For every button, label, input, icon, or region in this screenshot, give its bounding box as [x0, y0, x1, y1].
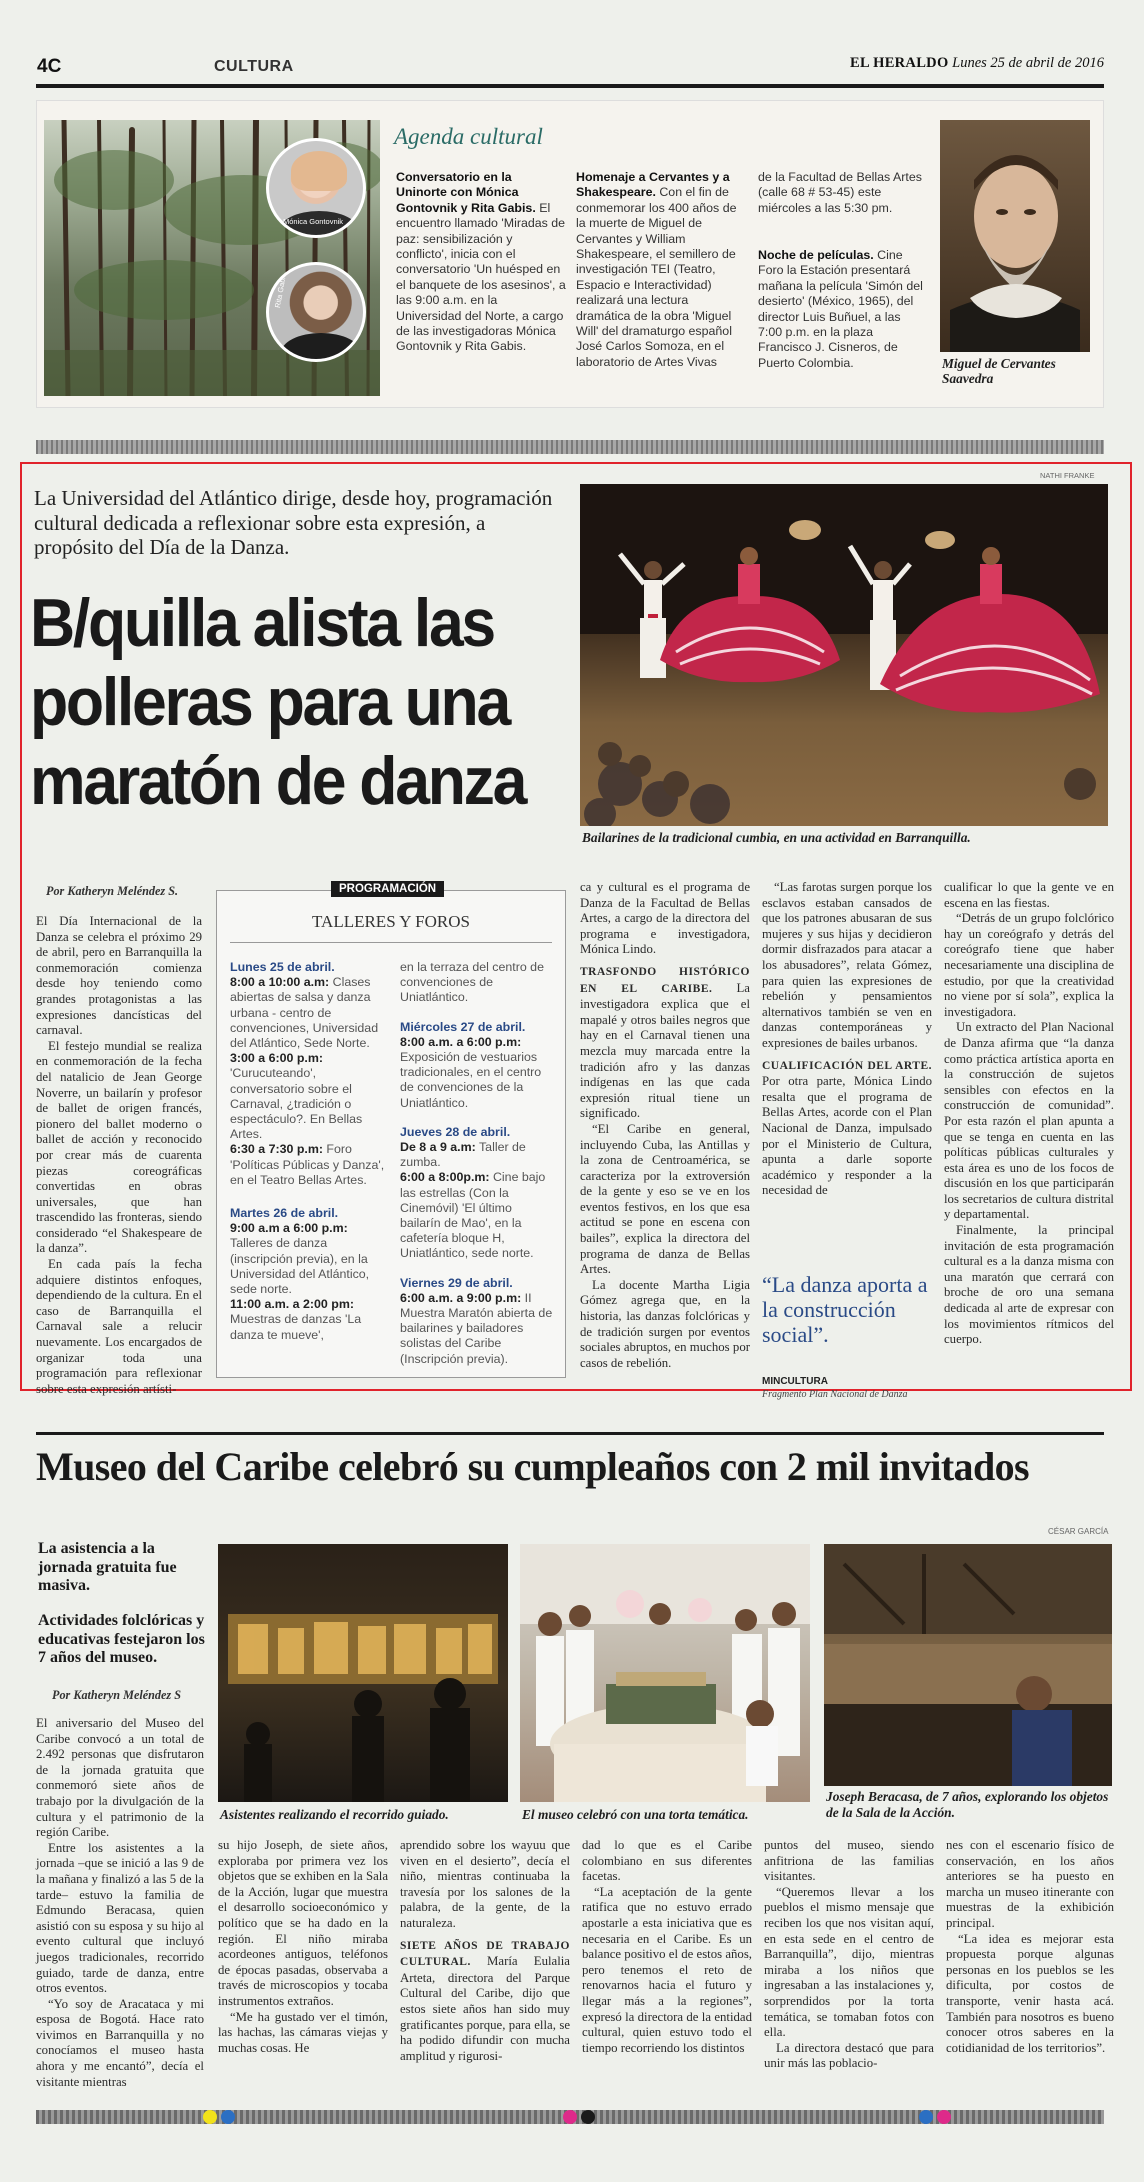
masthead-date	[850, 55, 1104, 72]
section-name: CULTURA	[214, 58, 294, 75]
museum-cake-caption: El museo celebró con una torta temática.	[522, 1807, 749, 1822]
story1-paragraph: En cada país la fecha adquiere distintos enfoques, dependiendo de la cultura. En el caso de Barranquilla el Carnaval sale a relucir nuevamente. Los encargados de organizar toda una programación para reflexionar sobre esta expresión artísti-	[36, 1257, 202, 1396]
agenda-item-1-body: El encuentro llamado 'Miradas de paz: sensibilización y conflicto', inicia con el conversatorio 'Un huésped en el banquete de los asesinos', a las 9:00 a.m. en la Universidad del Norte, a cargo de las investigadoras Mónica Gontovnik y Rita Gabis.	[396, 200, 566, 354]
paper-name: EL HERALDO	[850, 55, 949, 71]
story2-col2	[218, 1838, 388, 2056]
agenda-item-2-cont-text: de la Facultad de Bellas Artes (calle 68 # 53-45) este miércoles a las 5:30 pm.	[758, 170, 922, 215]
issue-date: Lunes 25 de abril de 2016	[952, 55, 1104, 71]
portrait-gabis	[266, 262, 366, 362]
registration-dot	[581, 2110, 595, 2124]
story2-photo-credit: CÉSAR GARCÍA	[1048, 1527, 1109, 1536]
prog-day: Miércoles 27 de abril.	[400, 1019, 526, 1034]
prog-lead: en la terraza del centro de convenciones de Uniatlántico.	[400, 960, 544, 1005]
story1-paragraph: ca y cultural es el programa de Danza de la Facultad de Bellas Artes, a cargo de la directora del programa e investigadora, Mónica Lindo.	[580, 880, 750, 957]
story2-paragraph: su hijo Joseph, de siete años, exploraba por primera vez los objetos que se exhiben en la Sala de la Acción, lugar que muestra el desarrollo socioeconómico y político que se ha dado en la región. El niño miraba acordeones antiguos, teléfonos de épocas pasadas, observaba a través de microscopios y tocaba instrumentos extraños.	[218, 1838, 388, 2008]
agenda-item-3	[758, 248, 926, 371]
story1-paragraph: “Detrás de un grupo folclórico hay un coreógrafo y detrás del coreógrafo tiene que haber necesariamente una disciplina de estudio, por que la creatividad no viene por sí sola”, explica la investigadora.	[944, 911, 1114, 1019]
story2-col6	[946, 1838, 1114, 2056]
cervantes-caption: Miguel de Cervantes Saavedra	[942, 356, 1056, 386]
cervantes-portrait	[940, 120, 1090, 352]
portrait-tag-2: Rita Gabis	[273, 272, 288, 309]
prog-day: Martes 26 de abril.	[230, 1206, 339, 1221]
story2-headline: Museo del Caribe celebró su cumpleaños con 2 mil invitados	[36, 1444, 1029, 1489]
story1-paragraph: Un extracto del Plan Nacional de Danza afirma que “la danza como práctica artística aporta en la construcción de sujetos sensibles con efectos en la construcción de comunidad”. Por esta razón el plan apunta a que se tenga en cuenta en las políticas públicas culturales y esta área es uno de los focos de discusión en los que participarán los secretarios de cultura distrital y departamental.	[944, 1020, 1114, 1222]
story2-paragraph: “Yo soy de Aracataca y mi esposa de Bogotá. Hace rato vivimos en Barranquilla y no conocíamos el museo hasta ahora y me encantó”, decía el visitante mientras	[36, 1996, 204, 2089]
prog-item: De 8 a 9 a.m: Taller de zumba.	[400, 1140, 526, 1170]
agenda-item-3-body: Cine Foro la Estación presentará mañana la película 'Simón del desierto' (México, 1965), del director Luis Buñuel, a las 7:00 p.m. en la plaza Francisco J. Cisneros, de Puerto Colombia.	[758, 248, 923, 370]
museum-boy-caption: Joseph Beracasa, de 7 años, explorando los objetos de la Sala de la Acción.	[826, 1789, 1109, 1820]
museum-tour-caption: Asistentes realizando el recorrido guiado.	[220, 1807, 449, 1822]
story2-deck1: La asistencia a la jornada gratuita fue masiva.	[38, 1540, 177, 1594]
story1-kicker: La Universidad del Atlántico dirige, desde hoy, programación cultural dedicada a reflexionar sobre esta expresión, a propósito del Día de la Danza.	[34, 486, 553, 559]
prog-item: 8:00 a.m. a 6:00 p.m: Exposición de vestuarios tradicionales, en el centro de convenciones de la Uniatlántico.	[400, 1034, 542, 1110]
registration-dot	[919, 2110, 933, 2124]
agenda-title: Agenda cultural	[394, 124, 543, 149]
story2-col4	[582, 1838, 752, 2056]
prog-item: 8:00 a 10:00 a.m: Clases abiertas de salsa y danza urbana - centro de convenciones, Universidad del Atlántico, Sede Norte.	[230, 975, 379, 1051]
story2-paragraph: SIETE AÑOS DE TRABAJO CULTURAL. María Eulalia Arteta, directora del Parque Cultural del Caribe, dijo que estos siete años han sido muy gratificantes porque, para ella, se ha podido difundir con mucha amplitud y rigurosi-	[400, 1939, 570, 2063]
programacion-title: TALLERES Y FOROS	[312, 912, 470, 931]
story1-paragraph: cualificar lo que la gente ve en escena en las fiestas.	[944, 880, 1114, 910]
agenda-item-1-title: Conversatorio en la Uninorte con Mónica Gontovnik y Rita Gabis.	[396, 170, 536, 215]
prog-item: 6:30 a 7:30 p.m: Foro 'Políticas Públicas y Danza', en el Teatro Bellas Artes.	[230, 1142, 385, 1187]
museum-cake-photo	[520, 1544, 810, 1802]
story2-top-rule	[36, 1432, 1104, 1435]
story1-col3	[580, 880, 750, 1371]
story1-col4	[762, 880, 932, 1199]
story1-paragraph: El Día Internacional de la Danza se celebra el próximo 29 de abril, pero en Barranquilla la conmemoración comienza desde hoy teniendo como grandes protagonistas a las expresiones dancísticas del carnaval.	[36, 914, 202, 1038]
subhead-siete-anos: SIETE AÑOS DE TRABAJO CULTURAL.	[400, 1939, 570, 1969]
programacion-title-rule	[230, 942, 552, 943]
registration-dot	[203, 2110, 217, 2124]
story1-col5	[944, 880, 1114, 1348]
prog-day: Viernes 29 de abril.	[400, 1275, 513, 1290]
prog-item: 3:00 a 6:00 p.m: 'Curucuteando', conversatorio sobre el Carnaval, ¿tradición o espectáculo?. En Bellas Artes.	[230, 1051, 363, 1142]
story1-headline: B/quilla alista las polleras para una maratón de danza	[30, 585, 526, 819]
story2-deck2: Actividades folclóricas y educativas festejaron los 7 años del museo.	[38, 1612, 205, 1666]
story2-col5	[764, 1838, 934, 2072]
story1-byline: Por Katheryn Meléndez S.	[46, 884, 179, 898]
story1-paragraph: TRASFONDO HISTÓRICO EN EL CARIBE. La investigadora explica que el mapalé y otros bailes negros que hay en el Carnaval tienen una mezcla muy marcada entre la tradición afro y las danzas indígenas en las que cada expresión ritual tiene un significado.	[580, 965, 750, 1121]
agenda-item-3-title: Noche de películas.	[758, 248, 874, 262]
story1-paragraph: “Las farotas surgen porque los esclavos estaban cansados de que los patrones abusaran de sus mujeres y sus hijas y decidieron dormir disfrazados para atacar a los abusadores”, relata Gómez, para quien las expresiones de rebelión y pensamientos alternativos también se ven en danzas contemporáneas y expresiones de bailes urbanos.	[762, 880, 932, 1050]
prog-item: 6:00 a.m. a 9:00 p.m: II Muestra Maratón abierta de bailarines y bailadores solistas del Caribe (Inscripción previa).	[400, 1290, 553, 1366]
story2-paragraph: aprendido sobre los wayuu que viven en el desierto”, decía el niño, mientras continuaba la travesía por los salones de la palabra, de la gente, de la naturaleza.	[400, 1838, 570, 1930]
story1-paragraph: Finalmente, la principal invitación de esta programación cultural es a la danza misma con una maratón que cerrará con broche de oro una semana dedicada al arte de expresar con los movimientos rítmicos del cuerpo.	[944, 1223, 1114, 1347]
story2-paragraph: Entre los asistentes a la jornada –que se inició a las 9 de la mañana y finalizó a las 5 de la tarde– estuvo la familia de Edmundo Beracasa, quien asistió con su esposa y su hijo al evento cultural que incluyó juegos tradicionales, recorrido guiado, tarde de danza, entre otros eventos.	[36, 1840, 204, 1996]
agenda-item-1	[396, 170, 566, 355]
subhead-trasfondo: TRASFONDO HISTÓRICO EN EL CARIBE.	[580, 965, 750, 995]
forest-photo	[44, 120, 380, 396]
story1-paragraph: CUALIFICACIÓN DEL ARTE. Por otra parte, Mónica Lindo resalta que el programa de Bellas Artes, acorde con el Plan Nacional de Danza, impulsado por el Ministerio de Cultura, apunta a darle soporte académico y responder a la necesidad de	[762, 1059, 932, 1198]
pull-quote: “La danza aporta a la construcción social”.	[762, 1272, 928, 1347]
prog-day-block	[230, 960, 388, 1188]
pull-quote-source: MINCULTURA	[762, 1376, 828, 1387]
prog-day-block	[230, 1206, 388, 1343]
prog-day: Lunes 25 de abril.	[230, 960, 335, 974]
story1-photo-credit: NATHI FRANKE	[1040, 471, 1095, 480]
registration-dot	[563, 2110, 577, 2124]
subhead-cualificacion: CUALIFICACIÓN DEL ARTE.	[762, 1059, 932, 1072]
story2-paragraph: dad lo que es el Caribe colombiano en sus diferentes facetas.	[582, 1838, 752, 1884]
portrait-tag-1: Mónica Gontovnik	[283, 217, 344, 226]
dance-photo-caption: Bailarines de la tradicional cumbia, en una actividad en Barranquilla.	[582, 830, 971, 845]
registration-dot	[221, 2110, 235, 2124]
agenda-item-2	[576, 170, 746, 370]
story2-paragraph: nes con el escenario físico de conservación, en los años anteriores se ha puesto en marcha un museo itinerante con muestras de la exhibición principal.	[946, 1838, 1114, 1930]
story2-paragraph: “Queremos llevar a los pueblos el mismo mensaje que reciben los que nos visitan aquí, en esta sede en el centro de Barranquilla”, dijo, mientras miraba a los niños que ingresaban a las instalaciones y, sorprendidos por la torta temática, se tomaban fotos con ella.	[764, 1884, 934, 2040]
museum-boy-photo	[824, 1544, 1112, 1786]
prog-day: Jueves 28 de abril.	[400, 1124, 511, 1139]
story1-paragraph: La docente Martha Ligia Gómez agrega que, en la historia, las danzas folclóricas y de tradición surgen por eventos sociales abruptos, en muchos por casos de rebelión.	[580, 1277, 750, 1370]
agenda-item-2-cont	[758, 170, 926, 216]
museum-tour-photo	[218, 1544, 508, 1802]
story1-paragraph: El festejo mundial se realiza en conmemoración de la fecha del natalicio de Jean George Noverre, un bailarín y profesor de ballet de origen francés, pionero del ballet moderno o ballet de acción y reconocido por crear más de cuarenta piezas coreográficas convertidas en obras universales, que han trascendido las fronteras, siendo considerado “el Shakespeare de la danza”.	[36, 1038, 202, 1256]
prog-item: 6:00 a 8:00p.m: Cine bajo las estrellas (Con la Cinemóvil) 'El último bailarín de Mao', en la cafetería bloque H, Uniatlántico, sede norte.	[400, 1170, 546, 1261]
story2-paragraph: “La idea es mejorar esta propuesta porque algunas personas en los pueblos se les dificulta, por costos de transporte, venir hasta acá. También para nosotros es bueno conocer otros saberes en la cotidianidad de los territorios”.	[946, 1931, 1114, 2055]
pull-quote-ref: Fragmento Plan Nacional de Danza	[762, 1389, 908, 1400]
story2-paragraph: La directora destacó que para unir más las poblacio-	[764, 2040, 934, 2071]
agenda-item-2-title: Homenaje a Cervantes y a Shakespeare.	[576, 170, 730, 200]
story2-paragraph: “Me ha gustado ver el timón, las hachas, las cámaras viejas y muchas cosas. He	[218, 2009, 388, 2055]
portrait-gontovnik	[266, 138, 366, 238]
section-divider	[36, 440, 1104, 454]
story2-col3	[400, 1838, 570, 2064]
dance-photo	[580, 484, 1108, 826]
prog-item: 11:00 a.m. a 2:00 pm: Muestras de danzas 'La danza te mueve',	[230, 1297, 362, 1342]
prog-item: 9:00 a.m a 6:00 p.m: Talleres de danza (inscripción previa), en la Universidad del Atlántico, sede norte.	[230, 1221, 370, 1297]
header-rule	[36, 84, 1104, 88]
programacion-label: PROGRAMACIÓN	[331, 881, 444, 897]
story2-paragraph: puntos del museo, siendo anfitriona de las familias visitantes.	[764, 1838, 934, 1884]
page-number: 4C	[37, 56, 62, 77]
registration-dot	[937, 2110, 951, 2124]
story2-paragraph: El aniversario del Museo del Caribe convocó a un total de 2.492 personas que disfrutaron de la jornada gratuita que conmemoró siete años de trabajo por la divulgación de la cultura y el patrimonio de la región Caribe.	[36, 1716, 204, 1840]
story2-paragraph: “La aceptación de la gente ratifica que no estuvo errado apostarle a esta iniciativa que es necesaria en el Caribe. Es un balance positivo el de estos años, pero tenemos el reto de renovarnos hacia el futuro y llegar más a la regiones”, expresó la directora de la entidad cultural, quien estuvo todo el tiempo recorriendo los distintos	[582, 1884, 752, 2055]
programacion-left-col	[230, 960, 388, 1343]
story2-byline: Por Katheryn Meléndez S	[52, 1688, 181, 1702]
agenda-item-2-body: Con el fin de conmemorar los 400 años de la muerte de Miguel de Cervantes y William Shakespeare, el semillero de investigación TEI (Teatro, Espacio e Interactividad) realizará una lectura dramática de la obra 'Miguel Will' del dramaturgo español José Carlos Somoza, en el laboratorio de Artes Vivas	[576, 185, 737, 369]
story1-col1	[36, 914, 202, 1397]
story2-col1	[36, 1716, 204, 2090]
story1-paragraph: “El Caribe en general, incluyendo Cuba, las Antillas y la zona de Centroamérica, se caracteriza por la extroversión de la gente y eso se ve en los eventos festivos, en los que esa actitud se pone en escena con bailes”, explica la directora del programa de danza de Bellas Artes.	[580, 1121, 750, 1277]
programacion-right-col	[400, 960, 554, 1367]
